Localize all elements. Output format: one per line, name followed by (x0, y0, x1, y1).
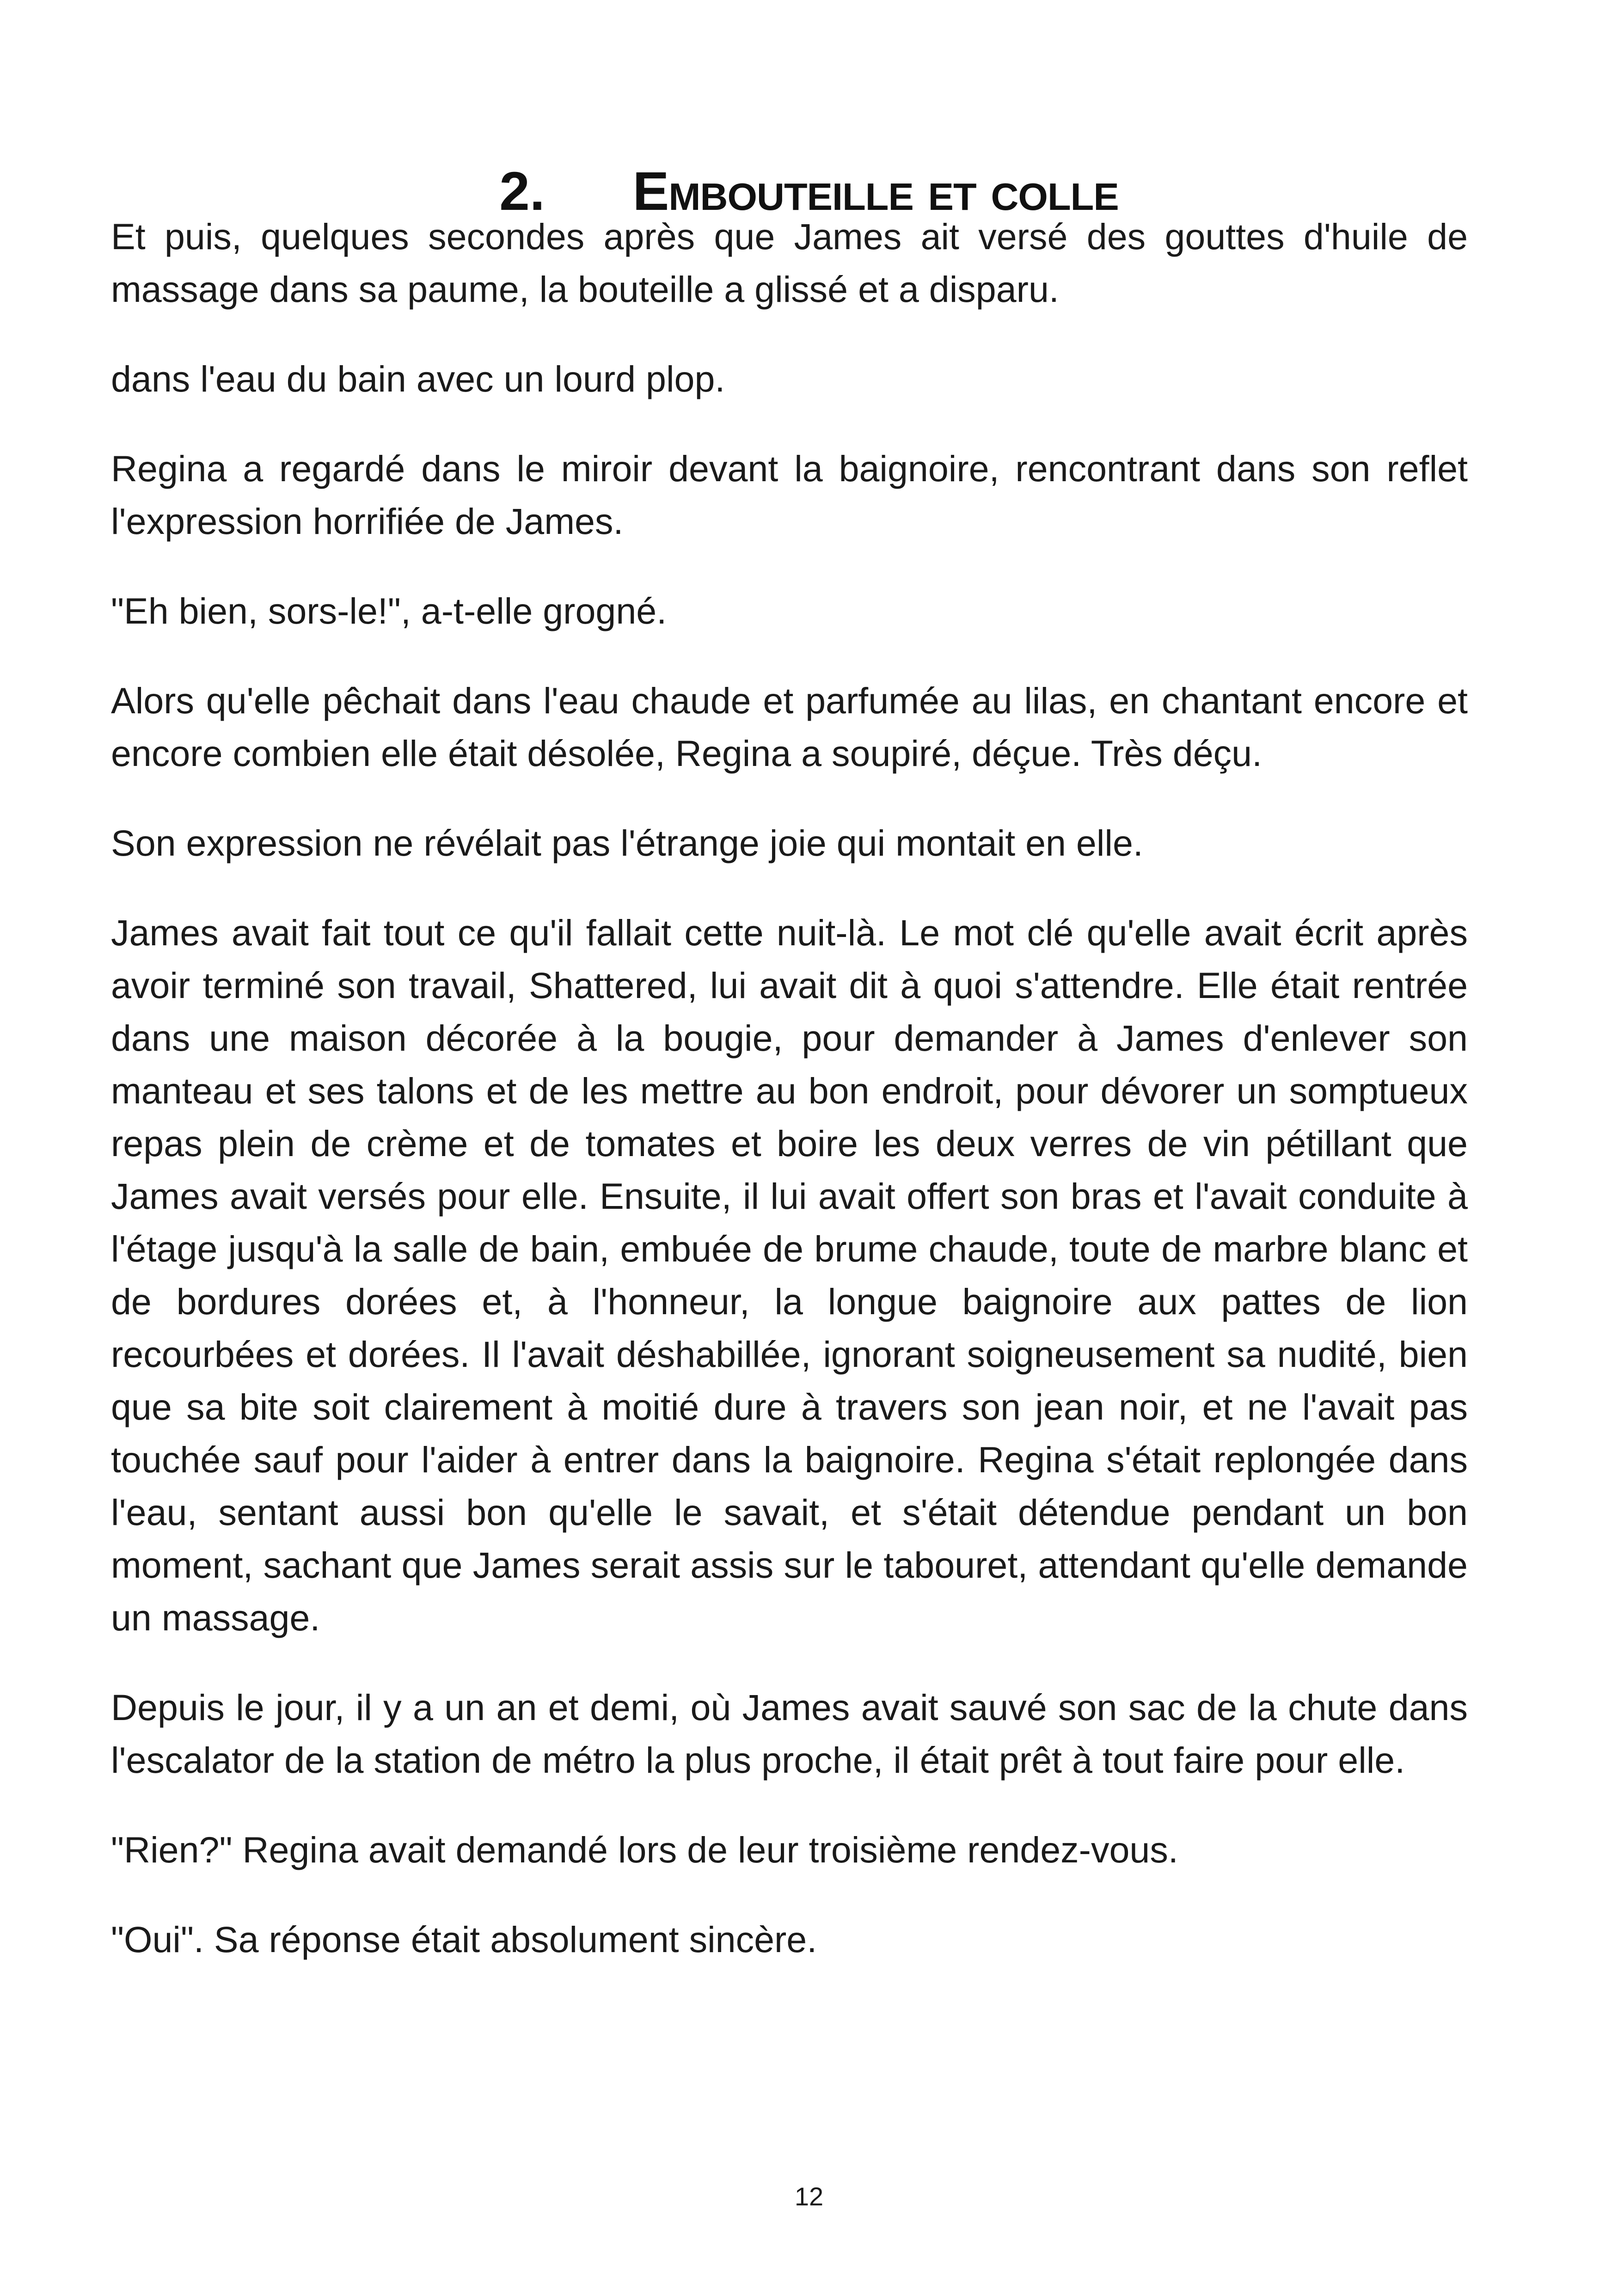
paragraph: "Eh bien, sors-le!", a-t-elle grogné. (111, 590, 667, 631)
paragraph: Alors qu'elle pêchait dans l'eau chaude et parfumée au lilas, en chantant encore et encore combien elle était désolée, Regina a soupiré, déçue. Très déçu. (111, 680, 1468, 774)
paragraph: Regina a regardé dans le miroir devant la baignoire, rencontrant dans son reflet l'expression horrifiée de James. (111, 448, 1468, 542)
paragraph: James avait fait tout ce qu'il fallait cette nuit-là. Le mot clé qu'elle avait écrit après avoir terminé son travail, Shattered, lui avait dit à quoi s'attendre. Elle était rentrée dans une maison décorée à la bougie, pour demander à James d'enlever son manteau et ses talons et de les mettre au bon endroit, pour dévorer un somptueux repas plein de crème et de tomates et boire les deux verres de vin pétillant que James avait versés pour elle. Ensuite, il lui avait offert son bras et l'avait conduite à l'étage jusqu'à la salle de bain, embuée de brume chaude, toute de marbre blanc et de bordures dorées et, à l'honneur, la longue baignoire aux pattes de lion recourbées et dorées. Il l'avait déshabillée, ignorant soigneusement sa nudité, bien que sa bite soit clairement à moitié dure à travers son jean noir, et ne l'avait pas touchée sauf pour l'aider à entrer dans la baignoire. Regina s'était replongée dans l'eau, sentant aussi bon qu'elle le savait, et s'était détendue pendant un bon moment, sachant que James serait assis sur le tabouret, attendant qu'elle demande un massage. (111, 912, 1468, 1638)
paragraph: Depuis le jour, il y a un an et demi, où James avait sauvé son sac de la chute dans l'escalator de la station de métro la plus proche, il était prêt à tout faire pour elle. (111, 1687, 1468, 1781)
paragraph: Son expression ne révélait pas l'étrange joie qui montait en elle. (111, 822, 1143, 863)
paragraph: "Oui". Sa réponse était absolument sincère. (111, 1919, 817, 1960)
chapter-title: Embouteille et colle (632, 161, 1119, 222)
chapter-number: 2. (499, 161, 545, 222)
paragraph: Et puis, quelques secondes après que James ait versé des gouttes d'huile de massage dans sa paume, la bouteille a glissé et a disparu. (111, 216, 1468, 310)
paragraph: "Rien?" Regina avait demandé lors de leur troisième rendez-vous. (111, 1829, 1178, 1870)
body-text (111, 210, 1468, 2003)
paragraph: dans l'eau du bain avec un lourd plop. (111, 358, 725, 399)
page-number: 12 (794, 2182, 824, 2211)
